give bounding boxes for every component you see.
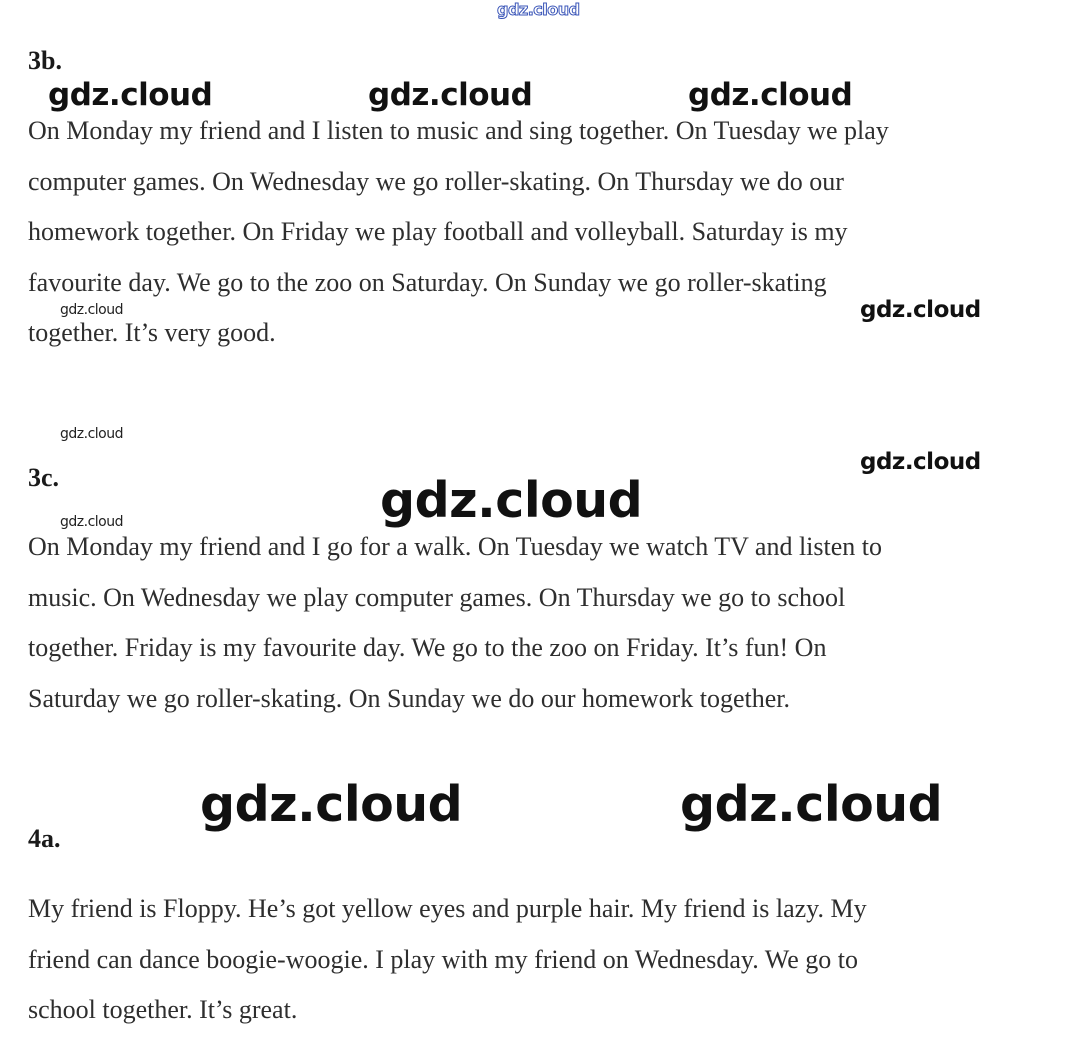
watermark: gdz.cloud	[860, 449, 981, 475]
watermark: gdz.cloud	[688, 77, 853, 113]
text-line: music. On Wednesday we play computer games. On Thursday we go to school	[28, 582, 846, 612]
watermark: gdz.cloud	[680, 776, 943, 833]
watermark: gdz.cloud	[48, 77, 213, 113]
text-line: On Monday my friend and I go for a walk. On Tuesday we watch TV and listen to	[28, 532, 883, 561]
site-watermark-top: gdz.cloud	[497, 0, 580, 19]
text-line: together. Friday is my favourite day. We go to the zoo on Friday. It’s fun! On	[28, 633, 827, 662]
text-line: computer games. On Wednesday we go roller-skating. On Thursday we do our	[28, 166, 844, 196]
text-line: On Monday my friend and I listen to music and sing together. On Tuesday we play	[28, 116, 889, 145]
text-line: together. It’s very good.	[28, 318, 276, 347]
text-line: My friend is Floppy. He’s got yellow eyes and purple hair. My friend is lazy. My	[28, 894, 867, 923]
text-line: homework together. On Friday we play football and volleyball. Saturday is my	[28, 217, 848, 246]
text-line: favourite day. We go to the zoo on Saturday. On Sunday we go roller-skating	[28, 267, 827, 297]
text-line: school together. It’s great.	[28, 995, 298, 1024]
watermark: gdz.cloud	[60, 302, 123, 318]
section-text-4a	[28, 884, 1028, 1036]
text-line: friend can dance boogie-woogie. I play with my friend on Wednesday. We go to	[28, 944, 858, 974]
section-text-3c	[28, 522, 1028, 724]
watermark: gdz.cloud	[200, 776, 463, 833]
watermark: gdz.cloud	[860, 297, 981, 323]
section-heading-3b: 3b.	[28, 46, 62, 75]
watermark: gdz.cloud	[60, 426, 123, 442]
watermark: gdz.cloud	[60, 514, 123, 530]
section-heading-3c: 3c.	[28, 463, 60, 492]
text-line: Saturday we go roller-skating. On Sunday we do our homework together.	[28, 683, 790, 713]
section-heading-4a: 4a.	[28, 824, 61, 853]
watermark: gdz.cloud	[380, 472, 643, 529]
watermark: gdz.cloud	[368, 77, 533, 113]
